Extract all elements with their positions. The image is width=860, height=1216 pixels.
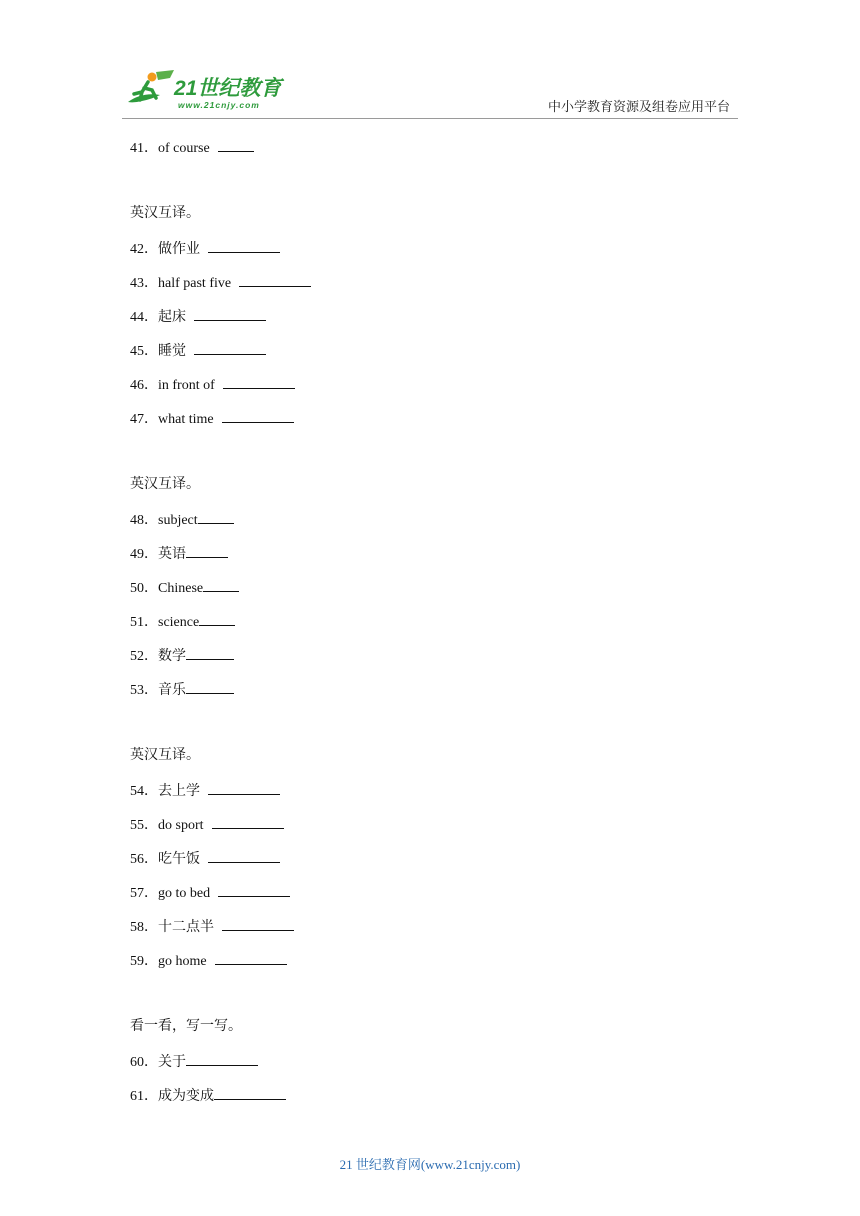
question-text: 英语 — [158, 547, 186, 562]
answer-blank[interactable] — [194, 307, 266, 321]
section-title — [130, 747, 200, 765]
question-number: 49． — [130, 547, 158, 562]
answer-blank[interactable] — [186, 680, 234, 694]
answer-blank[interactable] — [222, 409, 294, 423]
answer-blank[interactable] — [203, 578, 239, 592]
question-item — [130, 883, 290, 903]
question-text: 做作业 — [158, 242, 200, 257]
logo-url: www.21cnjy.com — [178, 100, 260, 110]
logo-text: 21世纪教育 — [174, 77, 282, 100]
question-text: 去上学 — [158, 784, 200, 799]
question-item — [130, 138, 254, 158]
answer-blank[interactable] — [223, 375, 295, 389]
question-number: 46． — [130, 378, 158, 393]
question-text: 十二点半 — [158, 920, 214, 935]
question-number: 55． — [130, 818, 158, 833]
question-item — [130, 680, 234, 700]
question-item — [130, 578, 239, 598]
question-number: 52． — [130, 649, 158, 664]
question-text: science — [158, 615, 200, 630]
question-text: subject — [158, 513, 198, 528]
answer-blank[interactable] — [186, 646, 234, 660]
page-footer: 21 世纪教育网(www.21cnjy.com) — [339, 1157, 521, 1172]
answer-blank[interactable] — [208, 239, 280, 253]
header-divider — [122, 118, 738, 119]
question-number: 48． — [130, 513, 158, 528]
question-item — [130, 510, 234, 530]
question-text: go home — [158, 954, 207, 969]
question-item — [130, 341, 266, 361]
question-number: 43． — [130, 276, 158, 291]
question-number: 58． — [130, 920, 158, 935]
answer-blank[interactable] — [212, 815, 284, 829]
question-text: 成为变成 — [158, 1089, 214, 1104]
answer-blank[interactable] — [198, 510, 234, 524]
question-text: 音乐 — [158, 683, 186, 698]
question-number: 41． — [130, 141, 158, 156]
question-number: 45． — [130, 344, 158, 359]
page-header — [0, 0, 860, 130]
question-item — [130, 375, 295, 395]
answer-blank[interactable] — [218, 883, 290, 897]
question-item — [130, 612, 235, 632]
site-logo — [122, 68, 292, 114]
question-item — [130, 951, 287, 971]
question-text: do sport — [158, 818, 204, 833]
question-number: 47． — [130, 412, 158, 427]
section-title-text: 英汉互译。 — [130, 477, 200, 492]
question-text: go to bed — [158, 886, 211, 901]
section-title — [130, 1018, 242, 1036]
question-item — [130, 815, 284, 835]
question-text: 睡觉 — [158, 344, 186, 359]
section-title-text: 看一看，写一写。 — [130, 1019, 242, 1034]
question-number: 61． — [130, 1089, 158, 1104]
question-number: 59． — [130, 954, 158, 969]
section-title-text: 英汉互译。 — [130, 748, 200, 763]
answer-blank[interactable] — [222, 917, 294, 931]
question-number: 50． — [130, 581, 158, 596]
question-item — [130, 1086, 286, 1106]
answer-blank[interactable] — [194, 341, 266, 355]
question-text: 起床 — [158, 310, 186, 325]
question-item — [130, 273, 311, 293]
question-text: in front of — [158, 378, 215, 393]
answer-blank[interactable] — [208, 849, 280, 863]
question-text: Chinese — [158, 581, 204, 596]
question-item — [130, 849, 280, 869]
answer-blank[interactable] — [215, 951, 287, 965]
question-number: 57． — [130, 886, 158, 901]
runner-logo-icon — [122, 68, 182, 114]
question-item — [130, 646, 234, 666]
question-text: of course — [158, 141, 210, 156]
question-number: 51． — [130, 615, 158, 630]
question-text: 关于 — [158, 1055, 186, 1070]
question-number: 56． — [130, 852, 158, 867]
question-text: 吃午饭 — [158, 852, 200, 867]
platform-name: 中小学教育资源及组卷应用平台 — [547, 99, 730, 114]
question-text: what time — [158, 412, 214, 427]
section-title — [130, 205, 200, 223]
question-item — [130, 544, 228, 564]
question-text: half past five — [158, 276, 232, 291]
answer-blank[interactable] — [239, 273, 311, 287]
question-text: 数学 — [158, 649, 186, 664]
question-item — [130, 1052, 258, 1072]
section-title-text: 英汉互译。 — [130, 206, 200, 221]
question-item — [130, 239, 280, 259]
question-item — [130, 781, 280, 801]
question-number: 53． — [130, 683, 158, 698]
question-number: 42． — [130, 242, 158, 257]
answer-blank[interactable] — [214, 1086, 286, 1100]
question-item — [130, 409, 294, 429]
question-number: 54． — [130, 784, 158, 799]
answer-blank[interactable] — [186, 544, 228, 558]
question-item — [130, 917, 294, 937]
answer-blank[interactable] — [218, 138, 254, 152]
answer-blank[interactable] — [208, 781, 280, 795]
answer-blank[interactable] — [186, 1052, 258, 1066]
question-number: 60． — [130, 1055, 158, 1070]
question-item — [130, 307, 266, 327]
question-number: 44． — [130, 310, 158, 325]
answer-blank[interactable] — [199, 612, 235, 626]
section-title — [130, 476, 200, 494]
